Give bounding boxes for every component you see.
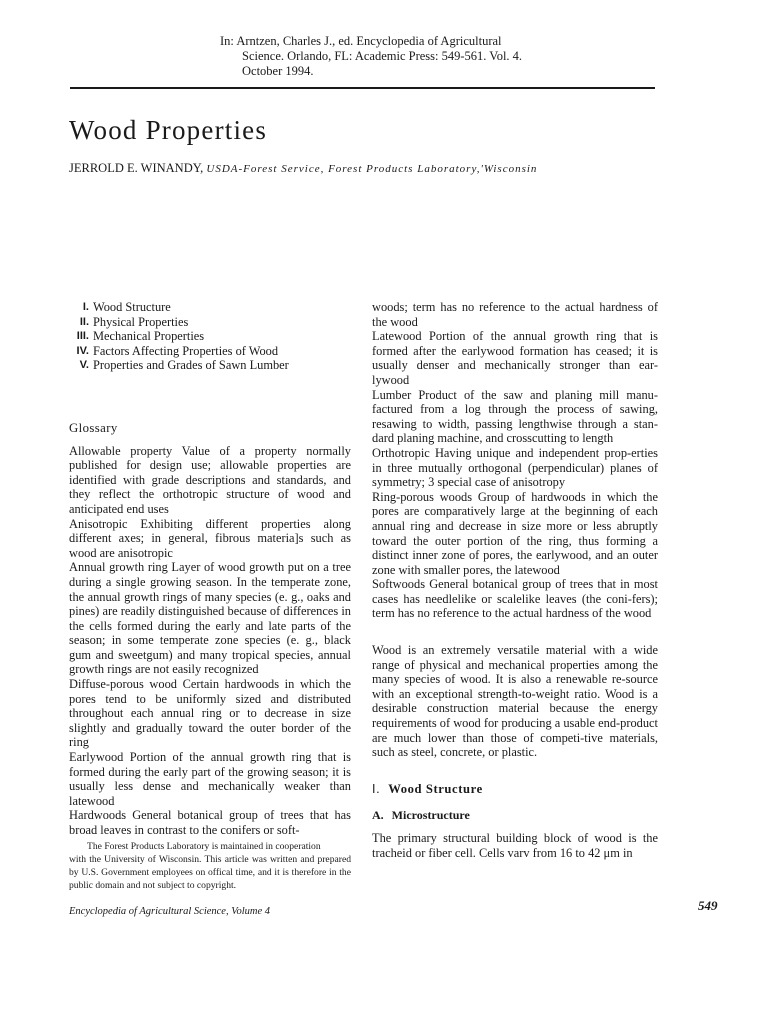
footnote-first-line: The Forest Products Laboratory is maintained in cooperation	[87, 840, 321, 852]
toc-item	[69, 300, 351, 315]
glossary-entry: Softwoods General botanical group of trees that in most cases has needlelike or scalelike leaves (the coni-fers); term has no reference to the actual hardness of the wood	[372, 577, 658, 621]
glossary-entry: Earlywood Portion of the annual growth ring that is formed during the early part of the growing season; it is usually less dense and mechanically weaker than latewood	[69, 750, 351, 808]
footnote	[69, 840, 351, 892]
glossary-entry: Anisotropic Exhibiting different properties along different axes; in general, fibrous materia]s such as wood are anisotropic	[69, 516, 351, 560]
toc-number: IV.	[76, 344, 89, 357]
toc-label: Wood Structure	[93, 300, 171, 314]
toc-item	[69, 344, 351, 359]
glossary-entry: Lumber Product of the saw and planing mill manu-factured from a log through the process of sawing, resawing to width, passing lengthwise through a stan-dard planing machine, and crosscutting to length	[372, 387, 658, 446]
toc-number: III.	[76, 330, 89, 343]
glossary-heading: Glossary	[69, 420, 118, 435]
glossary-entry: Hardwoods General botanical group of trees that has broad leaves in contrast to the conifers or soft-	[69, 808, 351, 837]
toc-item	[69, 329, 351, 344]
glossary-entry: Allowable property Value of a property normally published for design use; allowable properties are identified with grade descriptions and standards, and they reflect the orthotropic structure of wood and anticipated end uses	[69, 443, 351, 516]
subsection-title: Microstructure	[391, 808, 470, 823]
citation-block	[220, 34, 600, 79]
page-number: 549	[698, 898, 718, 913]
author-name: JERROLD E. WINANDY,	[69, 161, 204, 175]
section-heading	[372, 782, 658, 797]
right-column	[372, 300, 658, 873]
glossary-entry: Latewood Portion of the annual growth ring that is formed after the earlywood formation has ceased; it is usually denser and mechanically stronger than ear-lywood	[372, 329, 658, 387]
author-affiliation: USDA-Forest Service, Forest Products Laboratory,'Wisconsin	[206, 163, 538, 175]
article-title: Wood Properties	[69, 115, 268, 145]
toc-number: I.	[82, 301, 89, 313]
header-rule	[70, 87, 655, 89]
toc-item	[69, 358, 351, 373]
glossary-entry: woods; term has no reference to the actual hardness of the wood	[372, 300, 658, 329]
byline	[69, 161, 689, 176]
section-title: Wood Structure	[388, 781, 483, 796]
journal-footer: Encyclopedia of Agricultural Science, Volume 4	[69, 906, 271, 917]
toc-number: II.	[79, 315, 89, 328]
table-of-contents	[69, 300, 351, 373]
toc-label: Mechanical Properties	[93, 329, 205, 344]
subsection-number: A.	[372, 808, 384, 823]
toc-label: Properties and Grades of Sawn Lumber	[93, 358, 289, 373]
footnote-body: with the University of Wisconsin. This article was written and prepared by U.S. Government employees on offical time, and it is therefore in the public domain and not subject to copyright.	[69, 853, 351, 891]
citation-line-1: In: Arntzen, Charles J., ed. Encyclopedia of Agricultural	[220, 34, 502, 48]
section-number: I.	[372, 781, 381, 796]
glossary-entry: Diffuse-porous wood Certain hardwoods in which the pores tend to be uniformly sized and distributed throughout each annual ring or to decrease in size slightly and gradually toward the outer border of the ring	[69, 677, 351, 750]
toc-number: V.	[79, 359, 89, 372]
left-column	[69, 300, 351, 892]
glossary-entry: Ring-porous woods Group of hardwoods in which the pores are comparatively large at the beginning of each annual ring and decrease in size more or less abruptly toward the outer portion of the ring, thus forming a distinct inner zone of pores, the earlywood, and an outer zone with smaller pores, the latewood	[372, 489, 658, 577]
citation-line-2: Science. Orlando, FL: Academic Press: 549-561. Vol. 4.	[242, 49, 523, 63]
citation-line-3: October 1994.	[242, 64, 314, 78]
glossary-entry: Orthotropic Having unique and independent prop-erties in three mutually orthogonal (perpendicular) planes of symmetry; 3 special case of anisotropy	[372, 445, 658, 490]
glossary-entry: Annual growth ring Layer of wood growth put on a tree during a single growing season. In the temperate zone, the annual growth rings of many species (e. g., oaks and pines) are readily distinguished because of differences in the cells formed during the early and late parts of the season; in some temperate zone species (e. g., black gum and sweetgum) and many tropical species, annual growth rings are not easily recognized	[69, 560, 351, 677]
intro-paragraph: Wood is an extremely versatile material with a wide range of physical and mechanical properties among the many species of wood. It is also a renewable re-source with an exceptional strength-to-weight ratio. Wood is a desirable construction material because the energy requirements of wood for producing a usable end-product are much lower than those of competi-tive materials, such as steel, concrete, or plastic.	[372, 643, 658, 760]
body-paragraph: The primary structural building block of wood is the tracheid or fiber cell. Cells varv from 16 to 42 μm in	[372, 831, 658, 860]
toc-label: Factors Affecting Properties of Wood	[93, 343, 279, 358]
toc-item	[69, 315, 351, 330]
toc-label: Physical Properties	[93, 314, 189, 329]
subsection-heading	[372, 808, 658, 823]
glossary-continued	[372, 300, 658, 621]
